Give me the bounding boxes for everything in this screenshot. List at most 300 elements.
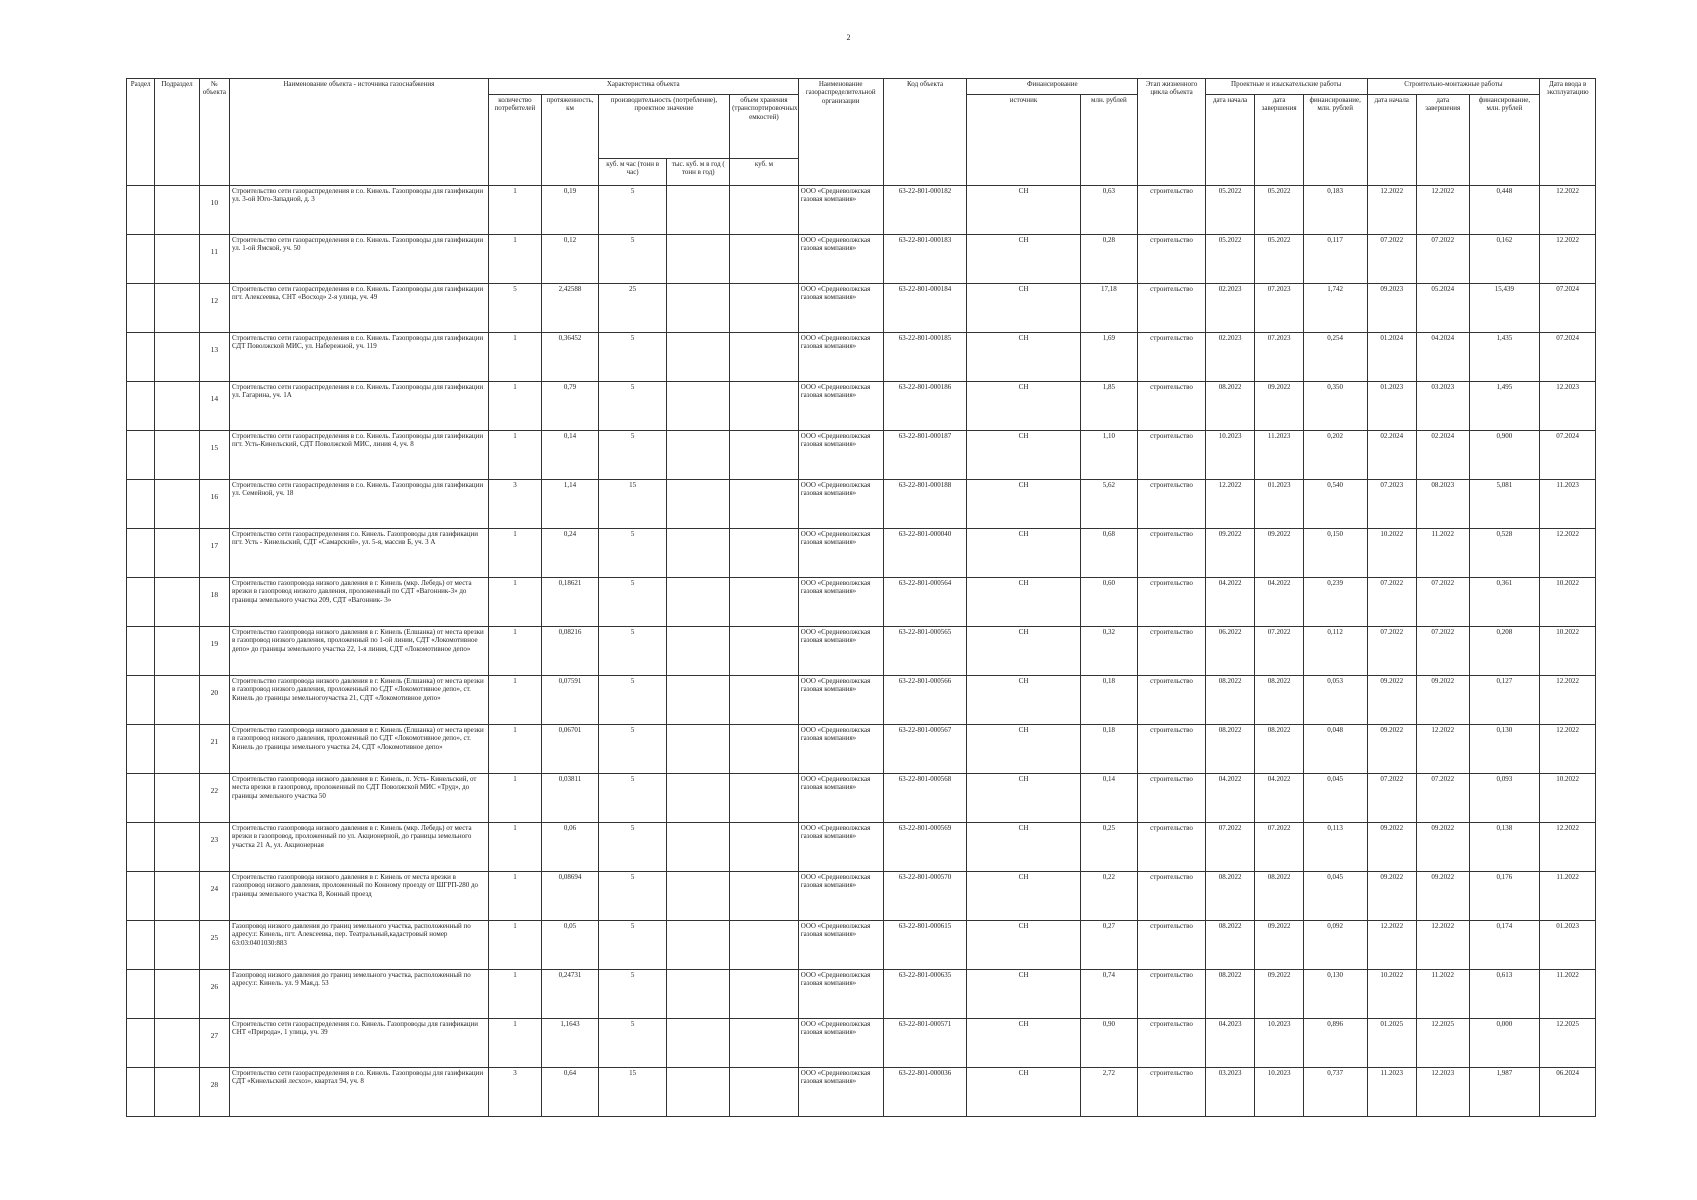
- row-construction-start: 10.2022: [1367, 970, 1417, 1019]
- header-length: протяженность, км: [542, 95, 599, 186]
- row-length: 0,12: [542, 235, 599, 284]
- row-number-label: 19: [210, 639, 219, 648]
- row-organization: ООО «Средневолжская газовая компания»: [798, 676, 883, 725]
- table-row: [127, 578, 1596, 627]
- row-length: 0,19: [542, 186, 599, 235]
- row-object-name: Строительство сети газораспределения в г.о. Кинель. Газопроводы для газификации ул. Семейной, уч. 18: [230, 480, 489, 529]
- row-construction-start: 09.2022: [1367, 872, 1417, 921]
- row-design-start: 04.2022: [1205, 578, 1255, 627]
- row-mln-rub: 0,22: [1080, 872, 1138, 921]
- empty-cell: [127, 725, 155, 774]
- row-stage: строительство: [1138, 774, 1206, 823]
- row-source: СН: [967, 186, 1080, 235]
- row-design-end: 08.2022: [1255, 872, 1303, 921]
- row-object-name: Строительство сети газораспределения в г.о. Кинель. Газопроводы для газификации ул. Гагарина, уч. 1А: [230, 382, 489, 431]
- row-capacity-hour: 5: [598, 235, 667, 284]
- empty-cell: [667, 823, 730, 872]
- row-construction-start: 12.2022: [1367, 186, 1417, 235]
- row-design-end: 10.2023: [1255, 1019, 1303, 1068]
- row-source: СН: [967, 725, 1080, 774]
- row-construction-end: 04.2024: [1417, 333, 1470, 382]
- row-capacity-hour: 5: [598, 529, 667, 578]
- row-construction-end: 11.2022: [1417, 970, 1470, 1019]
- row-design-fin: 0,045: [1303, 774, 1367, 823]
- row-object-name: Строительство газопровода низкого давления в г. Кинель (мкр. Лебедь) от места врезки в газопровод низкого давления, проложенный по СДТ «Вагонник-3» до границы земельного участка 209, СДТ «Вагонник- 3»: [230, 578, 489, 627]
- empty-cell: [667, 333, 730, 382]
- row-organization: ООО «Средневолжская газовая компания»: [798, 578, 883, 627]
- header-storage-unit: куб. м: [730, 159, 799, 186]
- row-object-code: 63-22-801-000036: [883, 1068, 967, 1117]
- row-source: СН: [967, 970, 1080, 1019]
- empty-cell: [730, 725, 799, 774]
- row-object-name: Газопровод низкого давления до границ земельного участка, расположенный по адресу:г. Кинель. ул. 9 Мая,д. 53: [230, 970, 489, 1019]
- row-mln-rub: 17,18: [1080, 284, 1138, 333]
- empty-cell: [127, 578, 155, 627]
- row-capacity-hour: 5: [598, 872, 667, 921]
- row-number: [199, 186, 229, 235]
- row-length: 1,14: [542, 480, 599, 529]
- table-row: [127, 970, 1596, 1019]
- row-commission-date: 12.2022: [1540, 676, 1596, 725]
- row-number: [199, 1068, 229, 1117]
- row-design-end: 04.2022: [1255, 774, 1303, 823]
- row-length: 0,08694: [542, 872, 599, 921]
- row-stage: строительство: [1138, 578, 1206, 627]
- row-design-start: 05.2022: [1205, 186, 1255, 235]
- row-number: [199, 1019, 229, 1068]
- gas-objects-table: [126, 78, 1596, 1117]
- row-source: СН: [967, 676, 1080, 725]
- row-design-fin: 0,112: [1303, 627, 1367, 676]
- row-design-fin: 0,350: [1303, 382, 1367, 431]
- row-construction-fin: 0,361: [1469, 578, 1540, 627]
- empty-cell: [155, 823, 199, 872]
- row-mln-rub: 0,60: [1080, 578, 1138, 627]
- row-construction-start: 07.2023: [1367, 480, 1417, 529]
- row-source: СН: [967, 382, 1080, 431]
- row-construction-fin: 0,900: [1469, 431, 1540, 480]
- row-object-code: 63-22-801-000567: [883, 725, 967, 774]
- header-commission-date: Дата ввода в эксплуатацию: [1540, 79, 1596, 186]
- row-construction-fin: 5,081: [1469, 480, 1540, 529]
- table-row: [127, 235, 1596, 284]
- row-number-label: 20: [210, 688, 219, 697]
- row-construction-fin: 0,613: [1469, 970, 1540, 1019]
- row-length: 0,03811: [542, 774, 599, 823]
- row-consumers: 1: [488, 235, 542, 284]
- row-number-label: 25: [210, 933, 219, 942]
- row-source: СН: [967, 333, 1080, 382]
- row-construction-end: 12.2022: [1417, 725, 1470, 774]
- empty-cell: [730, 970, 799, 1019]
- row-source: СН: [967, 823, 1080, 872]
- row-length: 0,06: [542, 823, 599, 872]
- row-design-start: 09.2022: [1205, 529, 1255, 578]
- row-construction-fin: 0,127: [1469, 676, 1540, 725]
- row-number: [199, 823, 229, 872]
- empty-cell: [155, 333, 199, 382]
- row-consumers: 1: [488, 186, 542, 235]
- header-design-end: дата завершения: [1255, 95, 1303, 186]
- row-design-fin: 0,117: [1303, 235, 1367, 284]
- row-construction-fin: 1,435: [1469, 333, 1540, 382]
- row-number-label: 18: [210, 590, 219, 599]
- row-construction-fin: 0,162: [1469, 235, 1540, 284]
- row-object-name: Строительство сети газораспределения г.о. Кинель. Газопроводы для газификации пгт. Усть - Кинельский, СДТ «Самарский», ул. 5-я, массив Б, уч. 3 А: [230, 529, 489, 578]
- row-organization: ООО «Средневолжская газовая компания»: [798, 333, 883, 382]
- row-object-name: Строительство сети газораспределения в г.о. Кинель. Газопроводы для газификации пгт. Усть-Кинельский, СДТ Поволжской МИС, линия 4, уч. 8: [230, 431, 489, 480]
- row-number: [199, 431, 229, 480]
- row-number-label: 11: [210, 247, 218, 256]
- row-commission-date: 07.2024: [1540, 284, 1596, 333]
- header-organization: Наименование газораспределительной организации: [798, 79, 883, 186]
- row-object-name: Строительство газопровода низкого давления в г. Кинель (Елшанка) от места врезки в газопровод низкого давления, проложенный по 1-ой линии, СДТ «Локомотивное депо» до границы земельного участка 22, 1-я линия, СДТ «Локомотивное депо»: [230, 627, 489, 676]
- row-capacity-hour: 15: [598, 1068, 667, 1117]
- row-object-code: 63-22-801-000635: [883, 970, 967, 1019]
- row-construction-start: 09.2022: [1367, 725, 1417, 774]
- empty-cell: [730, 382, 799, 431]
- row-commission-date: 12.2022: [1540, 725, 1596, 774]
- header-construction-fin: финансирование, млн. рублей: [1469, 95, 1540, 186]
- empty-cell: [155, 1019, 199, 1068]
- empty-cell: [155, 872, 199, 921]
- empty-cell: [667, 774, 730, 823]
- empty-cell: [155, 970, 199, 1019]
- row-number: [199, 578, 229, 627]
- row-construction-end: 07.2022: [1417, 235, 1470, 284]
- row-construction-fin: 0,208: [1469, 627, 1540, 676]
- row-number: [199, 872, 229, 921]
- empty-cell: [127, 480, 155, 529]
- row-stage: строительство: [1138, 1068, 1206, 1117]
- row-number: [199, 284, 229, 333]
- row-design-end: 09.2022: [1255, 529, 1303, 578]
- row-number-label: 15: [210, 443, 219, 452]
- header-design-start: дата начала: [1205, 95, 1255, 186]
- row-source: СН: [967, 774, 1080, 823]
- row-design-end: 09.2022: [1255, 382, 1303, 431]
- row-design-start: 08.2022: [1205, 676, 1255, 725]
- row-stage: строительство: [1138, 431, 1206, 480]
- row-number: [199, 725, 229, 774]
- row-capacity-hour: 5: [598, 823, 667, 872]
- empty-cell: [730, 676, 799, 725]
- row-source: СН: [967, 1019, 1080, 1068]
- row-number: [199, 970, 229, 1019]
- row-mln-rub: 2,72: [1080, 1068, 1138, 1117]
- row-design-end: 07.2023: [1255, 333, 1303, 382]
- row-object-name: Строительство сети газораспределения в г.о. Кинель. Газопроводы для газификации ул. 3-ой Юго-Западной, д. 3: [230, 186, 489, 235]
- row-construction-end: 09.2022: [1417, 872, 1470, 921]
- empty-cell: [155, 235, 199, 284]
- row-capacity-hour: 5: [598, 627, 667, 676]
- row-source: СН: [967, 529, 1080, 578]
- empty-cell: [127, 284, 155, 333]
- row-number-label: 21: [210, 737, 219, 746]
- table-row: [127, 382, 1596, 431]
- row-organization: ООО «Средневолжская газовая компания»: [798, 823, 883, 872]
- row-design-start: 10.2023: [1205, 431, 1255, 480]
- table-row: [127, 186, 1596, 235]
- empty-cell: [127, 235, 155, 284]
- empty-cell: [730, 774, 799, 823]
- row-capacity-hour: 5: [598, 1019, 667, 1068]
- row-commission-date: 12.2022: [1540, 529, 1596, 578]
- row-consumers: 1: [488, 431, 542, 480]
- row-commission-date: 06.2024: [1540, 1068, 1596, 1117]
- empty-cell: [155, 921, 199, 970]
- header-source: источник: [967, 95, 1080, 186]
- row-design-end: 07.2022: [1255, 627, 1303, 676]
- row-number: [199, 774, 229, 823]
- row-mln-rub: 1,10: [1080, 431, 1138, 480]
- row-construction-start: 02.2024: [1367, 431, 1417, 480]
- row-object-code: 63-22-801-000565: [883, 627, 967, 676]
- header-cap-year: тыс. куб. м в год ( тонн в год): [667, 159, 730, 186]
- header-financing: Финансирование: [967, 79, 1138, 95]
- empty-cell: [155, 382, 199, 431]
- row-design-fin: 0,113: [1303, 823, 1367, 872]
- empty-cell: [155, 774, 199, 823]
- row-length: 0,18621: [542, 578, 599, 627]
- empty-cell: [730, 872, 799, 921]
- header-design-fin: финансирование, млн. рублей: [1303, 95, 1367, 186]
- row-capacity-hour: 25: [598, 284, 667, 333]
- row-mln-rub: 5,62: [1080, 480, 1138, 529]
- row-design-start: 08.2022: [1205, 725, 1255, 774]
- row-object-name: Строительство сети газораспределения в г.о. Кинель. Газопроводы для газификации пгт. Алексеевка, СНТ «Восход» 2-я улица, уч. 49: [230, 284, 489, 333]
- row-object-name: Строительство газопровода низкого давления в г. Кинель от места врезки в газопровод низкого давления, проложенный по Конному проезду от ШГРП-280 до границы земельного участка 8, Конный проезд: [230, 872, 489, 921]
- row-stage: строительство: [1138, 823, 1206, 872]
- header-characteristics: Характеристика объекта: [488, 79, 798, 95]
- row-consumers: 3: [488, 480, 542, 529]
- row-stage: строительство: [1138, 480, 1206, 529]
- row-design-end: 05.2022: [1255, 186, 1303, 235]
- table-row: [127, 627, 1596, 676]
- row-commission-date: 10.2022: [1540, 578, 1596, 627]
- row-commission-date: 11.2023: [1540, 480, 1596, 529]
- row-capacity-hour: 15: [598, 480, 667, 529]
- header-mln-rub: млн. рублей: [1080, 95, 1138, 186]
- row-object-code: 63-22-801-000571: [883, 1019, 967, 1068]
- header-podrazdel: Подраздел: [155, 79, 199, 186]
- row-organization: ООО «Средневолжская газовая компания»: [798, 529, 883, 578]
- empty-cell: [730, 529, 799, 578]
- row-consumers: 1: [488, 529, 542, 578]
- row-stage: строительство: [1138, 186, 1206, 235]
- empty-cell: [155, 186, 199, 235]
- row-design-fin: 0,092: [1303, 921, 1367, 970]
- row-construction-start: 09.2022: [1367, 676, 1417, 725]
- row-capacity-hour: 5: [598, 431, 667, 480]
- row-mln-rub: 0,63: [1080, 186, 1138, 235]
- row-design-start: 04.2022: [1205, 774, 1255, 823]
- row-construction-fin: 0,130: [1469, 725, 1540, 774]
- empty-cell: [667, 480, 730, 529]
- empty-cell: [127, 774, 155, 823]
- empty-cell: [155, 676, 199, 725]
- row-mln-rub: 1,69: [1080, 333, 1138, 382]
- row-construction-start: 09.2023: [1367, 284, 1417, 333]
- header-object-name: Наименование объекта - источника газоснабжения: [230, 79, 489, 186]
- empty-cell: [730, 480, 799, 529]
- table-row: [127, 872, 1596, 921]
- table-row: [127, 725, 1596, 774]
- row-number-label: 24: [210, 884, 219, 893]
- row-length: 0,64: [542, 1068, 599, 1117]
- row-design-fin: 0,540: [1303, 480, 1367, 529]
- row-number-label: 10: [210, 198, 219, 207]
- row-design-fin: 0,150: [1303, 529, 1367, 578]
- row-object-code: 63-22-801-000185: [883, 333, 967, 382]
- empty-cell: [667, 382, 730, 431]
- row-construction-start: 01.2025: [1367, 1019, 1417, 1068]
- row-design-start: 02.2023: [1205, 284, 1255, 333]
- row-construction-fin: 0,093: [1469, 774, 1540, 823]
- row-design-start: 12.2022: [1205, 480, 1255, 529]
- row-design-fin: 0,239: [1303, 578, 1367, 627]
- row-source: СН: [967, 1068, 1080, 1117]
- empty-cell: [667, 725, 730, 774]
- row-construction-fin: 0,174: [1469, 921, 1540, 970]
- row-mln-rub: 0,32: [1080, 627, 1138, 676]
- row-number: [199, 921, 229, 970]
- empty-cell: [667, 1019, 730, 1068]
- row-design-fin: 1,742: [1303, 284, 1367, 333]
- row-stage: строительство: [1138, 382, 1206, 431]
- row-number-label: 28: [210, 1080, 219, 1089]
- header-consumers: количество потребителей: [488, 95, 542, 186]
- row-mln-rub: 0,28: [1080, 235, 1138, 284]
- empty-cell: [730, 431, 799, 480]
- row-design-fin: 0,183: [1303, 186, 1367, 235]
- header-capacity: производительность (потребление), проектное значение: [598, 95, 729, 159]
- row-organization: ООО «Средневолжская газовая компания»: [798, 774, 883, 823]
- row-length: 0,24731: [542, 970, 599, 1019]
- row-commission-date: 12.2025: [1540, 1019, 1596, 1068]
- table-row: [127, 529, 1596, 578]
- row-object-name: Строительство газопровода низкого давления в г. Кинель (мкр. Лебедь) от места врезки в газопровод, проложенный по ул. Акционерной, до границы земельного участка 21 А, ул. Акционерная: [230, 823, 489, 872]
- row-construction-start: 07.2022: [1367, 578, 1417, 627]
- row-design-end: 09.2022: [1255, 921, 1303, 970]
- empty-cell: [667, 529, 730, 578]
- row-source: СН: [967, 627, 1080, 676]
- row-object-code: 63-22-801-000566: [883, 676, 967, 725]
- row-consumers: 1: [488, 970, 542, 1019]
- row-object-code: 63-22-801-000188: [883, 480, 967, 529]
- row-consumers: 3: [488, 1068, 542, 1117]
- empty-cell: [127, 823, 155, 872]
- row-stage: строительство: [1138, 627, 1206, 676]
- row-design-end: 01.2023: [1255, 480, 1303, 529]
- row-design-end: 05.2022: [1255, 235, 1303, 284]
- row-design-fin: 0,737: [1303, 1068, 1367, 1117]
- row-object-code: 63-22-801-000564: [883, 578, 967, 627]
- page-number: 2: [846, 33, 851, 42]
- row-object-name: Строительство газопровода низкого давления в г. Кинель, п. Усть- Кинельский, от места врезки в газопровод, проложенный по СДТ Поволжской МИС «Труд», до границы земельного участка 50: [230, 774, 489, 823]
- row-construction-fin: 0,176: [1469, 872, 1540, 921]
- table-row: [127, 774, 1596, 823]
- empty-cell: [127, 431, 155, 480]
- row-design-end: 07.2022: [1255, 823, 1303, 872]
- empty-cell: [127, 1019, 155, 1068]
- row-organization: ООО «Средневолжская газовая компания»: [798, 235, 883, 284]
- row-commission-date: 12.2022: [1540, 823, 1596, 872]
- row-length: 0,06701: [542, 725, 599, 774]
- row-commission-date: 10.2022: [1540, 627, 1596, 676]
- row-design-start: 03.2023: [1205, 1068, 1255, 1117]
- row-number: [199, 529, 229, 578]
- row-organization: ООО «Средневолжская газовая компания»: [798, 1019, 883, 1068]
- row-commission-date: 11.2022: [1540, 872, 1596, 921]
- row-object-code: 63-22-801-000182: [883, 186, 967, 235]
- row-organization: ООО «Средневолжская газовая компания»: [798, 970, 883, 1019]
- row-number-label: 17: [210, 541, 219, 550]
- row-design-end: 08.2022: [1255, 676, 1303, 725]
- empty-cell: [155, 1068, 199, 1117]
- row-number-label: 22: [210, 786, 219, 795]
- empty-cell: [730, 823, 799, 872]
- row-source: СН: [967, 480, 1080, 529]
- table-row: [127, 1019, 1596, 1068]
- row-construction-start: 12.2022: [1367, 921, 1417, 970]
- row-object-name: Строительство сети газораспределения в г.о. Кинель. Газопроводы для газификации СДТ Поволжской МИС, ул. Набережной, уч. 119: [230, 333, 489, 382]
- row-design-fin: 0,130: [1303, 970, 1367, 1019]
- row-construction-fin: 0,448: [1469, 186, 1540, 235]
- row-source: СН: [967, 284, 1080, 333]
- header-construction-start: дата начала: [1367, 95, 1417, 186]
- table-row: [127, 823, 1596, 872]
- row-stage: строительство: [1138, 725, 1206, 774]
- row-consumers: 5: [488, 284, 542, 333]
- row-stage: строительство: [1138, 970, 1206, 1019]
- row-design-start: 08.2022: [1205, 921, 1255, 970]
- empty-cell: [730, 1068, 799, 1117]
- row-design-fin: 0,045: [1303, 872, 1367, 921]
- row-construction-fin: 1,987: [1469, 1068, 1540, 1117]
- empty-cell: [730, 284, 799, 333]
- row-construction-start: 09.2022: [1367, 823, 1417, 872]
- row-length: 0,79: [542, 382, 599, 431]
- row-design-start: 08.2022: [1205, 382, 1255, 431]
- row-capacity-hour: 5: [598, 774, 667, 823]
- empty-cell: [667, 872, 730, 921]
- row-number: [199, 676, 229, 725]
- row-design-end: 08.2022: [1255, 725, 1303, 774]
- row-consumers: 1: [488, 382, 542, 431]
- row-commission-date: 07.2024: [1540, 333, 1596, 382]
- row-construction-end: 07.2022: [1417, 578, 1470, 627]
- row-construction-end: 02.2024: [1417, 431, 1470, 480]
- row-design-fin: 0,053: [1303, 676, 1367, 725]
- row-capacity-hour: 5: [598, 186, 667, 235]
- empty-cell: [667, 284, 730, 333]
- row-number: [199, 627, 229, 676]
- row-object-name: Строительство газопровода низкого давления в г. Кинель (Елшанка) от места врезки в газопровод низкого давления, проложенный по СДТ «Локомотивное депо», ст. Кинель до границы земельного участка 24, СДТ «Локомотивное депо»: [230, 725, 489, 774]
- row-consumers: 1: [488, 921, 542, 970]
- row-number-label: 14: [210, 394, 219, 403]
- row-design-start: 08.2022: [1205, 872, 1255, 921]
- row-object-code: 63-22-801-000187: [883, 431, 967, 480]
- row-capacity-hour: 5: [598, 725, 667, 774]
- empty-cell: [667, 676, 730, 725]
- row-organization: ООО «Средневолжская газовая компания»: [798, 284, 883, 333]
- row-construction-end: 07.2022: [1417, 627, 1470, 676]
- empty-cell: [127, 333, 155, 382]
- empty-cell: [730, 578, 799, 627]
- empty-cell: [127, 1068, 155, 1117]
- row-object-code: 63-22-801-000040: [883, 529, 967, 578]
